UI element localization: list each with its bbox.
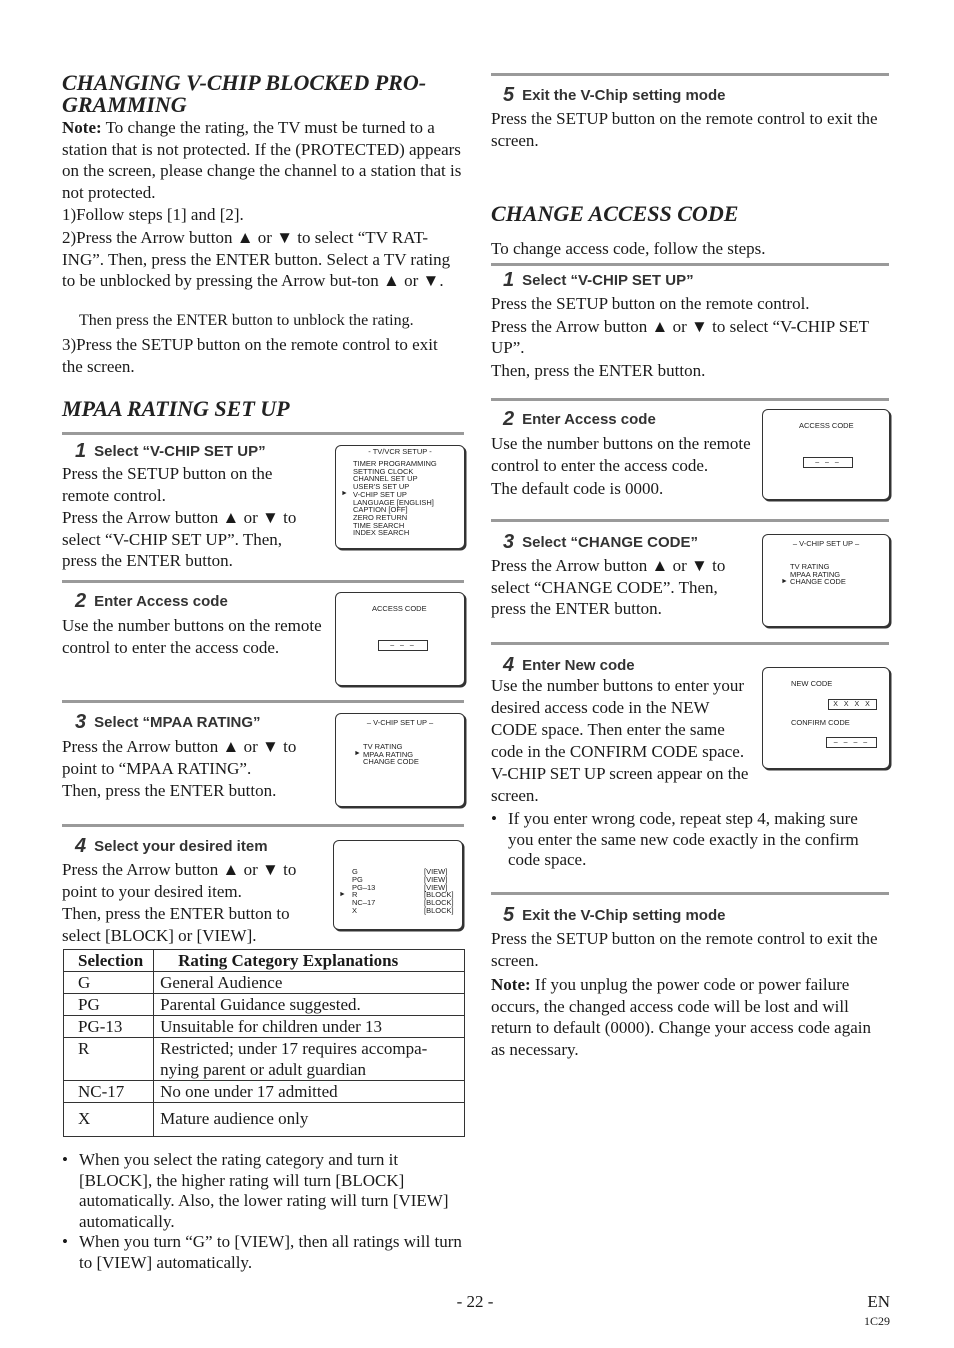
table-row: R Restricted; under 17 requires accompa-nying parent or adult guardian — [64, 1038, 465, 1081]
osd-title: – V-CHIP SET UP – — [792, 539, 860, 548]
cursor-arrow-icon: ► — [339, 891, 346, 898]
changing-step-3: 3)Press the SETUP button on the remote control to exit the screen. — [62, 335, 438, 376]
change-step-4-title: 4 Enter New code — [503, 654, 635, 676]
osd-rating-list: G PG PG–13 R NC–17 X — [352, 867, 376, 915]
divider — [491, 73, 889, 76]
divider — [491, 892, 889, 895]
access-code-screen — [335, 592, 465, 686]
changing-vchip-heading: CHANGING V-CHIP BLOCKED PRO- GRAMMING — [62, 70, 427, 117]
list-item: • When you turn “G” to [VIEW], then all ratings will turn to [VIEW] automatically. — [62, 1232, 464, 1273]
change-access-heading: CHANGE ACCESS CODE — [491, 201, 739, 226]
change-step-1-text: Press the SETUP button on the remote control. Press the Arrow button ▲ or ▼ to select “V-CHIP SET UP”. Then, press the ENTER button. — [491, 294, 869, 380]
osd-title: – V-CHIP SET UP – — [366, 718, 434, 727]
tv-vcr-setup-screen — [335, 445, 465, 549]
note-label: Note: — [491, 975, 531, 994]
model-code: 1C29 — [863, 1314, 890, 1328]
rating-table — [63, 949, 465, 1137]
mpaa-step-3-title: 3 Select “MPAA RATING” — [75, 711, 261, 733]
change-step-2-text: Use the number buttons on the remote control to enter the access code. The default code is 0000. — [491, 434, 751, 498]
divider — [62, 432, 464, 435]
language-code: EN — [867, 1292, 890, 1311]
osd-menu-list: TIMER PROGRAMMING SETTING CLOCK CHANNEL SET UP USER'S SET UP V-CHIP SET UP LANGUAGE [ENGLISH] CAPTION [OFF] ZERO RETURN TIME SEARCH INDEX SEARCH — [353, 459, 437, 538]
osd-title: ACCESS CODE — [372, 604, 427, 613]
table-row: PG-13 Unsuitable for children under 13 — [64, 1016, 465, 1038]
table-row: NC-17 No one under 17 admitted — [64, 1081, 465, 1103]
divider — [491, 519, 889, 522]
divider — [62, 824, 464, 827]
change-step-2-title: 2 Enter Access code — [503, 408, 656, 430]
change-note — [491, 974, 889, 1060]
mpaa-rating-screen — [333, 840, 463, 930]
divider — [491, 398, 889, 401]
mpaa-heading: MPAA RATING SET UP — [62, 396, 290, 421]
mpaa-step-2-title: 2 Enter Access code — [75, 590, 228, 612]
change-step-5-text: Press the SETUP button on the remote control to exit the screen. — [491, 929, 878, 970]
table-header-row — [64, 950, 465, 972]
page-number: - 22 - — [456, 1292, 494, 1311]
cursor-arrow-icon: ► — [341, 490, 348, 497]
note-text: To change the rating, the TV must be turned to a station that is not protected. If the (PROTECTED) appears on the screen, please change the channel to a station that is not protected. — [62, 118, 462, 202]
change-step-5-title: 5 Exit the V-Chip setting mode — [503, 904, 726, 926]
new-code-field: X X X X — [828, 699, 877, 710]
changing-step-1: 1)Follow steps [1] and [2]. — [62, 205, 244, 224]
access-code-field: – – – — [803, 457, 853, 468]
change-step-3-text: Press the Arrow button ▲ or ▼ to select “CHANGE CODE”. Then, press the ENTER button. — [491, 556, 726, 618]
new-code-label: NEW CODE — [791, 679, 833, 688]
change-step-4-text: Use the number buttons to enter your desired access code in the NEW CODE space. Then enter the same code in the CONFIRM CODE space. V-CHIP SET UP screen appear on the screen. — [491, 676, 749, 805]
table-header: Rating Category Explanations — [154, 950, 465, 972]
mpaa-step-4-title: 4 Select your desired item — [75, 835, 268, 857]
mpaa-step-1-title: 1 Select “V-CHIP SET UP” — [75, 440, 266, 462]
osd-state-list: [VIEW] [VIEW] [VIEW] [BLOCK] [BLOCK] [BLOCK] — [424, 867, 454, 915]
osd-menu-list: TV RATING MPAA RATING CHANGE CODE — [790, 562, 846, 586]
divider — [62, 700, 464, 703]
table-row: PG Parental Guidance suggested. — [64, 994, 465, 1016]
changing-note — [62, 117, 462, 203]
change-intro: To change access code, follow the steps. — [491, 239, 766, 258]
mpaa-step-2-text: Use the number buttons on the remote control to enter the access code. — [62, 616, 322, 657]
change-step-4-bullet — [491, 809, 887, 871]
divider — [491, 642, 889, 645]
changing-step-2: 2)Press the Arrow button ▲ or ▼ to select “TV RAT-ING”. Then, press the ENTER button. Select a TV rating to be unblocked by pressing the Arrow but-ton ▲ or ▼. — [62, 228, 451, 290]
mpaa-step-1-text: Press the SETUP button on the remote control. Press the Arrow button ▲ or ▼ to select “V-CHIP SET UP”. Then, press the ENTER button. — [62, 464, 297, 570]
mpaa-step-3-text: Press the Arrow button ▲ or ▼ to point to “MPAA RATING”. Then, press the ENTER button. — [62, 737, 297, 800]
table-row: G General Audience — [64, 972, 465, 994]
cursor-arrow-icon: ► — [781, 578, 788, 585]
osd-title: ACCESS CODE — [799, 421, 854, 430]
divider — [491, 263, 889, 266]
vchip-setup-screen — [335, 713, 465, 807]
osd-title: - TV/VCR SETUP - — [368, 447, 432, 456]
rating-notes — [62, 1150, 464, 1273]
mpaa-step-4-text: Press the Arrow button ▲ or ▼ to point to your desired item. Then, press the ENTER button to select [BLOCK] or [VIEW]. — [62, 860, 297, 945]
new-code-screen — [762, 667, 890, 769]
exit-step-text: Press the SETUP button on the remote control to exit the screen. — [491, 109, 878, 150]
confirm-code-label: CONFIRM CODE — [791, 718, 850, 727]
changing-step-2b: Then press the ENTER button to unblock the rating. — [79, 312, 414, 329]
cursor-arrow-icon: ► — [354, 750, 361, 757]
change-step-1-title: 1 Select “V-CHIP SET UP” — [503, 269, 694, 291]
vchip-setup-screen — [762, 534, 890, 627]
access-code-screen — [762, 409, 890, 500]
divider — [62, 580, 464, 583]
note-label: Note: — [62, 118, 102, 137]
table-header: Selection — [64, 950, 154, 972]
list-item: • If you enter wrong code, repeat step 4, making sure you enter the same new code exactly in the confirm code space. — [491, 809, 887, 871]
exit-step-title: 5 Exit the V-Chip setting mode — [503, 84, 726, 106]
osd-menu-list: TV RATING MPAA RATING CHANGE CODE — [363, 742, 419, 766]
list-item: • When you select the rating category and turn it [BLOCK], the higher rating will turn [BLOCK] automatically. Also, the lower rating will turn [VIEW] automatically. — [62, 1150, 464, 1232]
confirm-code-field: – – – – — [826, 737, 877, 748]
table-row: X Mature audience only — [64, 1103, 465, 1137]
access-code-field: – – – — [378, 640, 428, 651]
note-text: If you unplug the power code or power failure occurs, the changed access code will be lost and will return to default (0000). Change your access code again as necessary. — [491, 975, 871, 1059]
change-step-3-title: 3 Select “CHANGE CODE” — [503, 531, 698, 553]
